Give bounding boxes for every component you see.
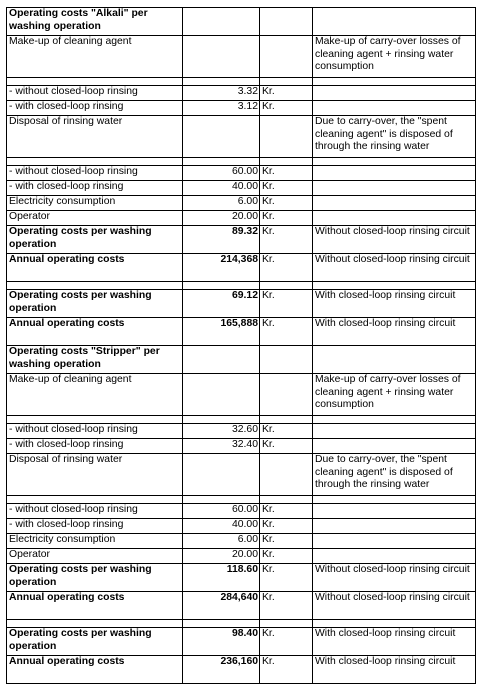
row-label: - without closed-loop rinsing xyxy=(7,504,183,519)
row-label: Disposal of rinsing water xyxy=(7,116,183,158)
row-label: - with closed-loop rinsing xyxy=(7,519,183,534)
row-unit xyxy=(260,454,313,496)
row-note xyxy=(313,196,476,211)
row-note: Without closed-loop rinsing circuit xyxy=(313,592,476,620)
row-unit: Kr. xyxy=(260,290,313,318)
row-unit: Kr. xyxy=(260,86,313,101)
row-unit: Kr. xyxy=(260,166,313,181)
row-value: 98.40 xyxy=(183,628,260,656)
row-note: With closed-loop rinsing circuit xyxy=(313,318,476,346)
row-value xyxy=(183,116,260,158)
row-value: 165,888 xyxy=(183,318,260,346)
row-label: Operating costs per washing operation xyxy=(7,564,183,592)
operating-costs-table xyxy=(6,7,476,684)
row-note: With closed-loop rinsing circuit xyxy=(313,628,476,656)
row-value: 89.32 xyxy=(183,226,260,254)
row-note xyxy=(313,534,476,549)
section-title: Operating costs "Alkali" per washing operation xyxy=(7,8,183,36)
table-row xyxy=(7,196,476,211)
row-note xyxy=(313,181,476,196)
row-unit: Kr. xyxy=(260,318,313,346)
table-row xyxy=(7,86,476,101)
table-row xyxy=(7,36,476,78)
row-label: Annual operating costs xyxy=(7,656,183,684)
table-row xyxy=(7,592,476,620)
row-unit: Kr. xyxy=(260,226,313,254)
row-note: Without closed-loop rinsing circuit xyxy=(313,226,476,254)
section-title: Operating costs "Stripper" per washing operation xyxy=(7,346,183,374)
table-row xyxy=(7,504,476,519)
row-value: 3.12 xyxy=(183,101,260,116)
row-note xyxy=(313,424,476,439)
row-label: Operator xyxy=(7,211,183,226)
row-unit: Kr. xyxy=(260,439,313,454)
row-label: Make-up of cleaning agent xyxy=(7,36,183,78)
row-unit xyxy=(260,374,313,416)
table-row xyxy=(7,101,476,116)
row-value: 6.00 xyxy=(183,196,260,211)
table-row xyxy=(7,628,476,656)
row-label: Electricity consumption xyxy=(7,196,183,211)
row-unit: Kr. xyxy=(260,504,313,519)
row-label: - without closed-loop rinsing xyxy=(7,424,183,439)
row-label: Operator xyxy=(7,549,183,564)
row-label: - without closed-loop rinsing xyxy=(7,166,183,181)
row-value: 20.00 xyxy=(183,549,260,564)
row-note: Due to carry-over, the "spent cleaning agent" is disposed of through the rinsing water xyxy=(313,454,476,496)
row-label: - with closed-loop rinsing xyxy=(7,439,183,454)
table-row xyxy=(7,166,476,181)
row-unit: Kr. xyxy=(260,211,313,226)
row-value: 69.12 xyxy=(183,290,260,318)
row-value: 236,160 xyxy=(183,656,260,684)
row-note: Without closed-loop rinsing circuit xyxy=(313,254,476,282)
row-label: Disposal of rinsing water xyxy=(7,454,183,496)
row-label: Operating costs per washing operation xyxy=(7,290,183,318)
row-note: Due to carry-over, the "spent cleaning agent" is disposed of through the rinsing water xyxy=(313,116,476,158)
table-row xyxy=(7,656,476,684)
row-label: Operating costs per washing operation xyxy=(7,226,183,254)
section-header-row xyxy=(7,8,476,36)
row-unit: Kr. xyxy=(260,628,313,656)
row-value xyxy=(183,454,260,496)
row-value: 60.00 xyxy=(183,504,260,519)
table-row xyxy=(7,519,476,534)
row-note xyxy=(313,86,476,101)
table-row xyxy=(7,549,476,564)
row-unit xyxy=(260,36,313,78)
section-header-row xyxy=(7,346,476,374)
row-label: - with closed-loop rinsing xyxy=(7,101,183,116)
row-value: 284,640 xyxy=(183,592,260,620)
row-note xyxy=(313,166,476,181)
table-row xyxy=(7,374,476,416)
table-row xyxy=(7,534,476,549)
table-row xyxy=(7,439,476,454)
row-note: Make-up of carry-over losses of cleaning agent + rinsing water consumption xyxy=(313,36,476,78)
table-row xyxy=(7,424,476,439)
row-value: 118.60 xyxy=(183,564,260,592)
row-value: 214,368 xyxy=(183,254,260,282)
row-value: 6.00 xyxy=(183,534,260,549)
row-unit: Kr. xyxy=(260,656,313,684)
row-value: 60.00 xyxy=(183,166,260,181)
row-note xyxy=(313,549,476,564)
row-value xyxy=(183,36,260,78)
row-label: Make-up of cleaning agent xyxy=(7,374,183,416)
row-unit: Kr. xyxy=(260,196,313,211)
table-row xyxy=(7,254,476,282)
row-unit: Kr. xyxy=(260,549,313,564)
row-label: Electricity consumption xyxy=(7,534,183,549)
table-row xyxy=(7,181,476,196)
row-label: Annual operating costs xyxy=(7,592,183,620)
row-unit: Kr. xyxy=(260,564,313,592)
table-row xyxy=(7,564,476,592)
row-unit: Kr. xyxy=(260,519,313,534)
row-value: 3.32 xyxy=(183,86,260,101)
row-unit: Kr. xyxy=(260,254,313,282)
row-label: Annual operating costs xyxy=(7,318,183,346)
row-unit: Kr. xyxy=(260,592,313,620)
table-row xyxy=(7,318,476,346)
table-row xyxy=(7,226,476,254)
row-unit: Kr. xyxy=(260,101,313,116)
row-value: 32.60 xyxy=(183,424,260,439)
row-label: Operating costs per washing operation xyxy=(7,628,183,656)
row-unit: Kr. xyxy=(260,181,313,196)
row-unit xyxy=(260,116,313,158)
row-value: 20.00 xyxy=(183,211,260,226)
row-value: 32.40 xyxy=(183,439,260,454)
row-note xyxy=(313,519,476,534)
row-value xyxy=(183,374,260,416)
row-unit: Kr. xyxy=(260,424,313,439)
row-note: With closed-loop rinsing circuit xyxy=(313,290,476,318)
table-row xyxy=(7,116,476,158)
row-value: 40.00 xyxy=(183,519,260,534)
row-note xyxy=(313,211,476,226)
row-label: - without closed-loop rinsing xyxy=(7,86,183,101)
row-note: With closed-loop rinsing circuit xyxy=(313,656,476,684)
row-label: Annual operating costs xyxy=(7,254,183,282)
row-note xyxy=(313,504,476,519)
row-unit: Kr. xyxy=(260,534,313,549)
row-note xyxy=(313,101,476,116)
row-note: Make-up of carry-over losses of cleaning agent + rinsing water consumption xyxy=(313,374,476,416)
row-note: Without closed-loop rinsing circuit xyxy=(313,564,476,592)
row-label: - with closed-loop rinsing xyxy=(7,181,183,196)
table-row xyxy=(7,290,476,318)
row-note xyxy=(313,439,476,454)
row-value: 40.00 xyxy=(183,181,260,196)
table-row xyxy=(7,211,476,226)
table-row xyxy=(7,454,476,496)
